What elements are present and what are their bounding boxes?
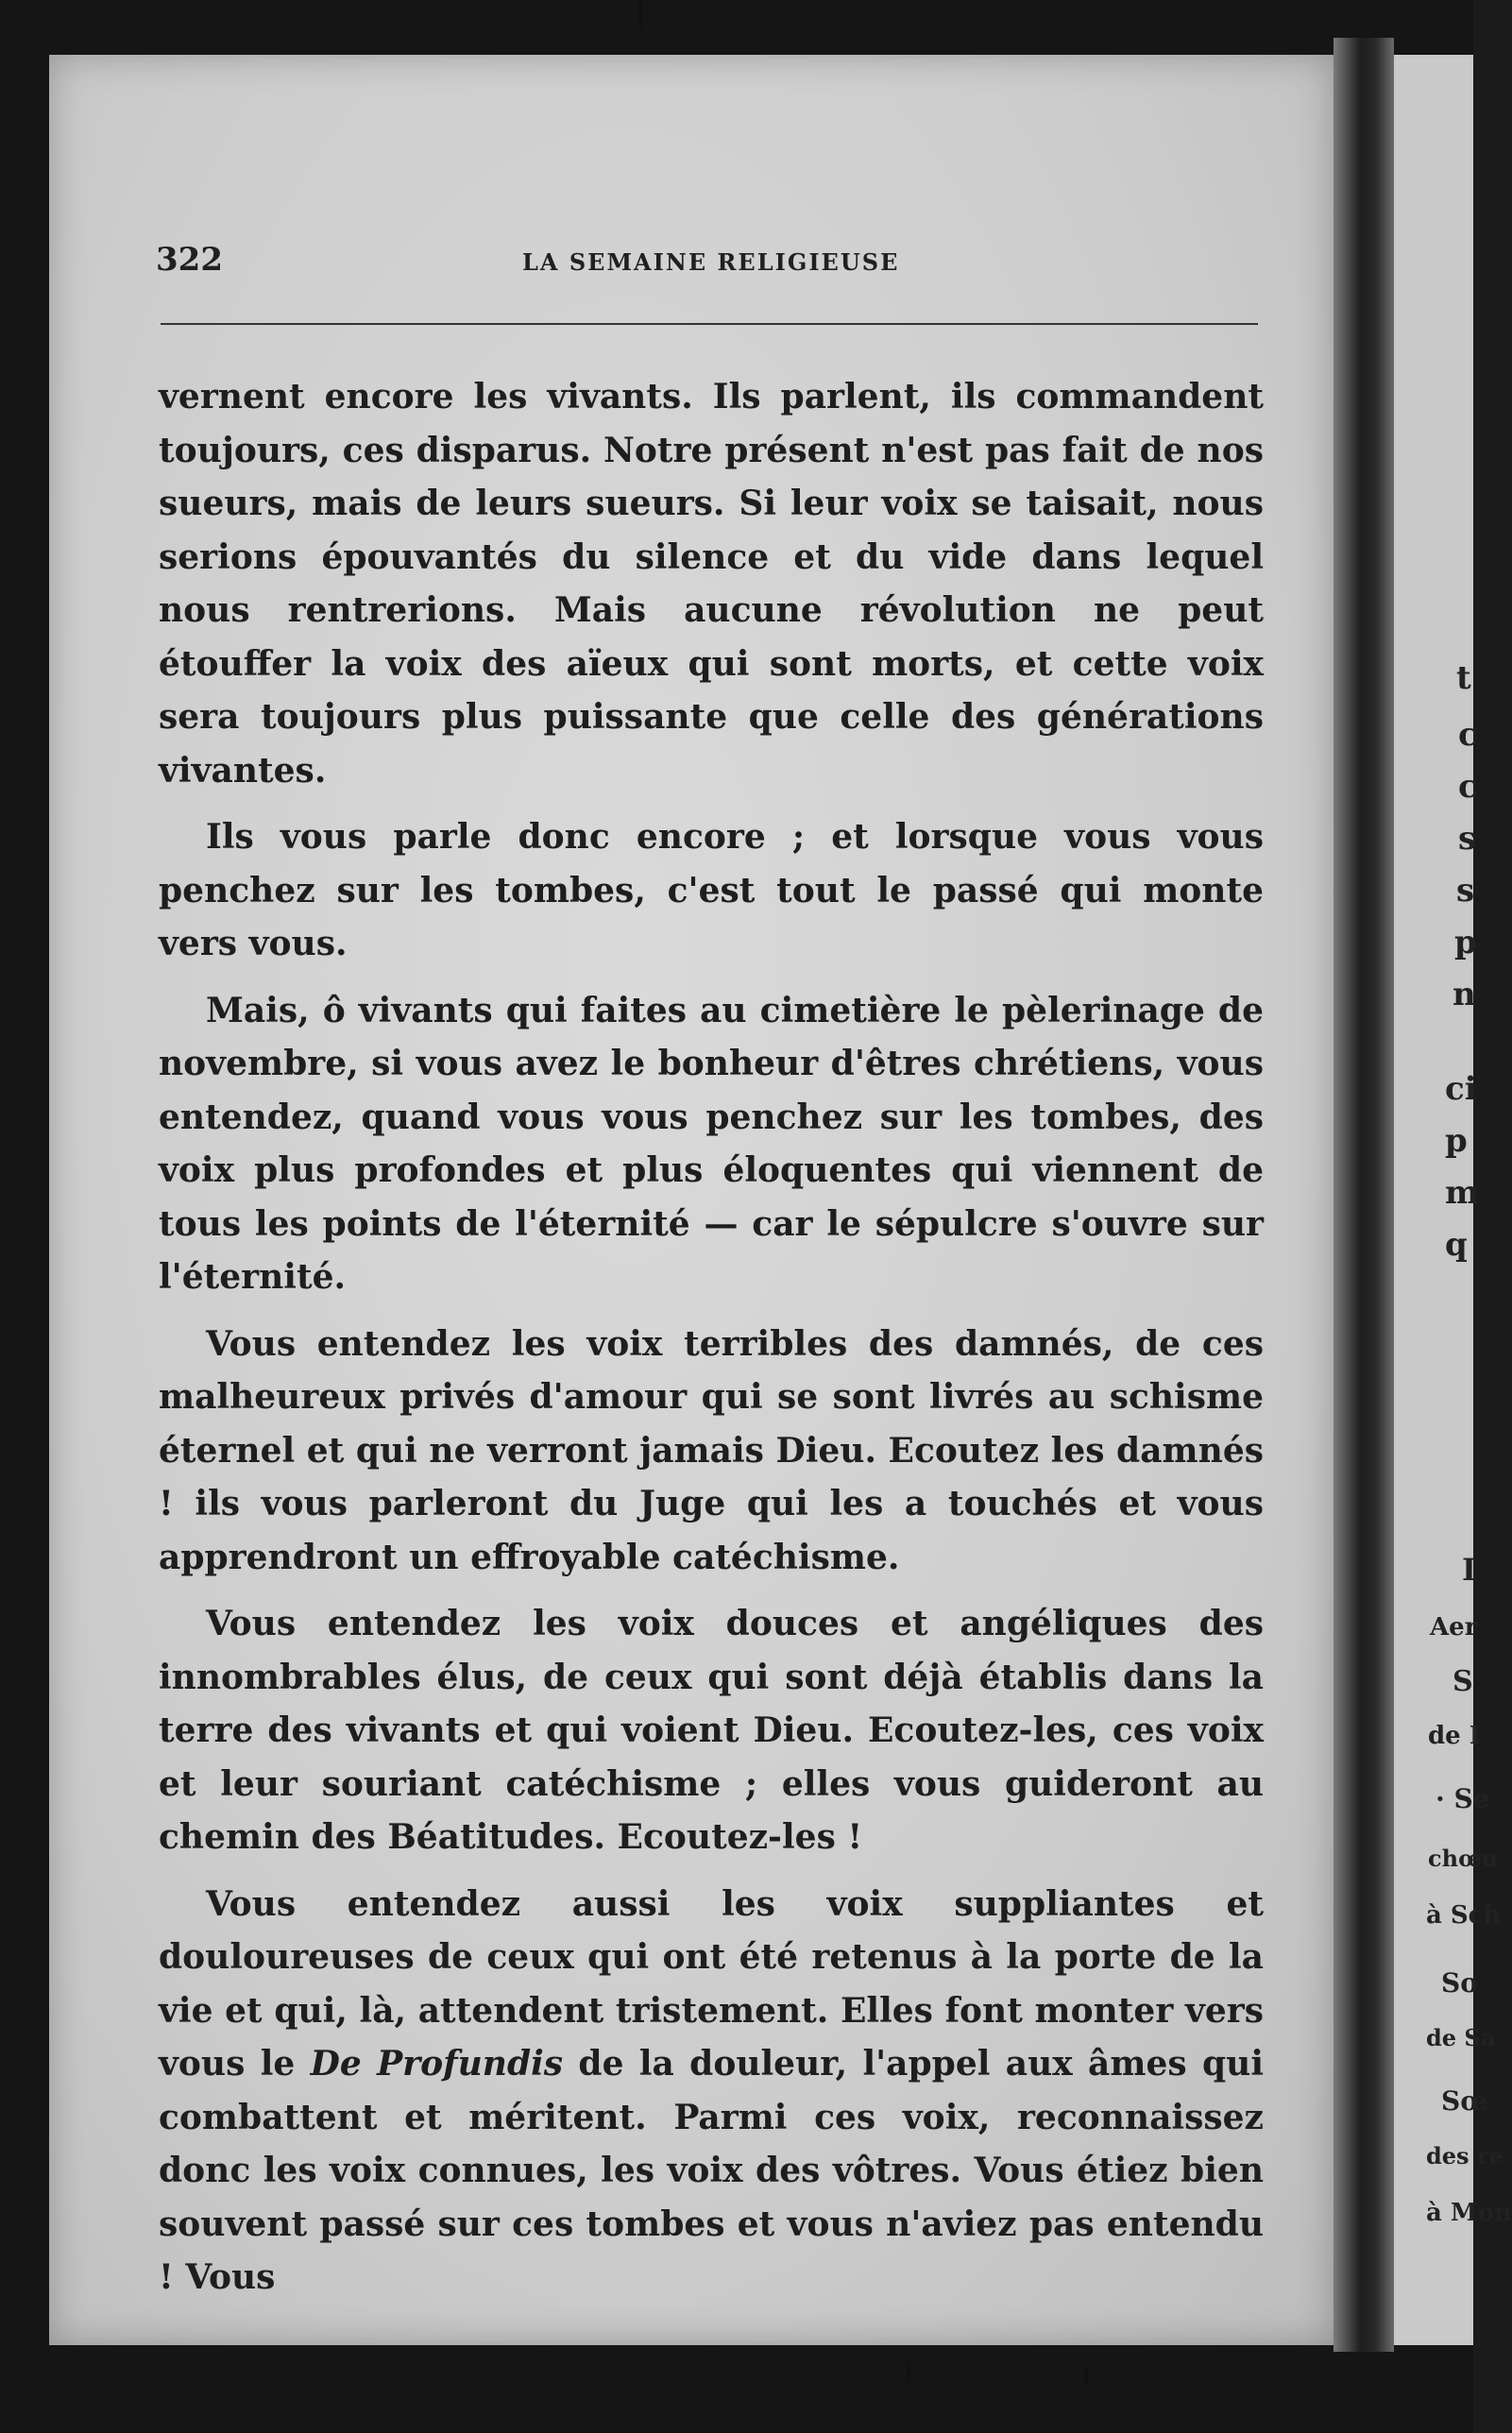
scan-speck	[638, 0, 642, 28]
paragraph-1: vernent encore les vivants. Ils parlent, ils commandent toujours, ces disparus. Notre présent n'est pas fait de nos sueurs, mais de leurs sueurs. Si leur voix se taisait, nous serions épouvantés du silence et du vide dans lequel nous rentrerions. Mais aucune révolution ne peut étouffer la voix des aïeux qui sont morts, et cette voix sera toujours plus puissante que celle des générations vivantes.	[159, 377, 1264, 791]
running-title: LA SEMAINE RELIGIEUSE	[522, 248, 900, 276]
paragraph-4: Vous entendez les voix terribles des damnés, de ces malheureux privés d'amour qui se sont livrés au schisme éternel et qui ne verront jamais Dieu. Ecoutez les damnés ! ils vous parleront du Juge qui les a touchés et vous apprendront un effroyable catéchisme.	[159, 1323, 1264, 1577]
adjacent-fragment: de I	[1428, 1722, 1481, 1750]
paragraph-3: Mais, ô vivants qui faites au cimetière le pèlerinage de novembre, si vous avez le bonheur d'êtres chrétiens, vous entendez, quand vous vous penchez sur les tombes, des voix plus profondes et plus éloquentes qui viennent de tous les points de l'éternité — car le sépulcre s'ouvre sur l'éternité.	[159, 990, 1264, 1297]
adjacent-fragment: ci	[1445, 1070, 1477, 1108]
adjacent-fragment: m	[1445, 1174, 1479, 1212]
adjacent-fragment: Aer	[1430, 1613, 1478, 1642]
adjacent-fragment: q	[1445, 1226, 1468, 1264]
adjacent-fragment: à Mon	[1426, 2199, 1512, 2227]
adjacent-page	[1394, 55, 1512, 2345]
paragraph-6-italic: De Profundis	[310, 2044, 564, 2084]
adjacent-fragment: So	[1441, 1967, 1478, 1999]
adjacent-fragment: de Sa	[1426, 2024, 1496, 2051]
scan-speck	[907, 2361, 910, 2382]
adjacent-fragment: I	[1462, 1552, 1476, 1588]
adjacent-fragment: s	[1456, 872, 1475, 910]
adjacent-fragment: Sœ	[1441, 2085, 1487, 2117]
adjacent-fragment: n	[1453, 976, 1476, 1013]
adjacent-fragment: S	[1453, 1665, 1473, 1698]
paragraph-2: Ils vous parle donc encore ; et lorsque vous vous penchez sur les tombes, c'est tout le passé qui monte vers vous.	[159, 817, 1264, 963]
paragraph-6-start: Vous entendez aussi les voix suppliantes et douloureuses de ceux qui ont été retenus à la porte de la vie et qui, là, attendent tristement. Elles font monter vers vous le	[159, 1883, 1264, 2084]
adjacent-fragment: · Se	[1436, 1783, 1490, 1814]
page-header	[156, 241, 1261, 286]
paragraph-6	[159, 1878, 1264, 2305]
header-rule	[161, 323, 1258, 325]
body-text	[159, 370, 1264, 2318]
page-number: 322	[156, 241, 223, 279]
adjacent-fragment: c	[1458, 716, 1478, 754]
adjacent-fragment: p	[1445, 1122, 1468, 1160]
adjacent-fragment: chœu	[1428, 1845, 1499, 1872]
adjacent-fragment: c	[1458, 768, 1478, 806]
book-gutter	[1334, 38, 1394, 2352]
adjacent-fragment: t	[1456, 659, 1471, 697]
adjacent-fragment: p	[1454, 924, 1477, 961]
adjacent-fragment: s	[1458, 820, 1477, 858]
scan-speck	[1084, 2366, 1088, 2385]
adjacent-fragment: à Sch	[1426, 1901, 1502, 1930]
adjacent-fragment: des re	[1426, 2142, 1504, 2169]
paragraph-5: Vous entendez les voix douces et angéliques des innombrables élus, de ceux qui sont déjà établis dans la terre des vivants et qui voient Dieu. Ecoutez-les, ces voix et leur souriant catéchisme ; elles vous guideront au chemin des Béatitudes. Ecoutez-les !	[159, 1604, 1264, 1857]
paragraph-6-end: de la douleur, l'appel aux âmes qui combattent et méritent. Parmi ces voix, reconnaissez donc les voix connues, les voix des vôtres. Vous étiez bien souvent passé sur ces tombes et vous n'aviez pas entendu ! Vous	[159, 2044, 1264, 2297]
